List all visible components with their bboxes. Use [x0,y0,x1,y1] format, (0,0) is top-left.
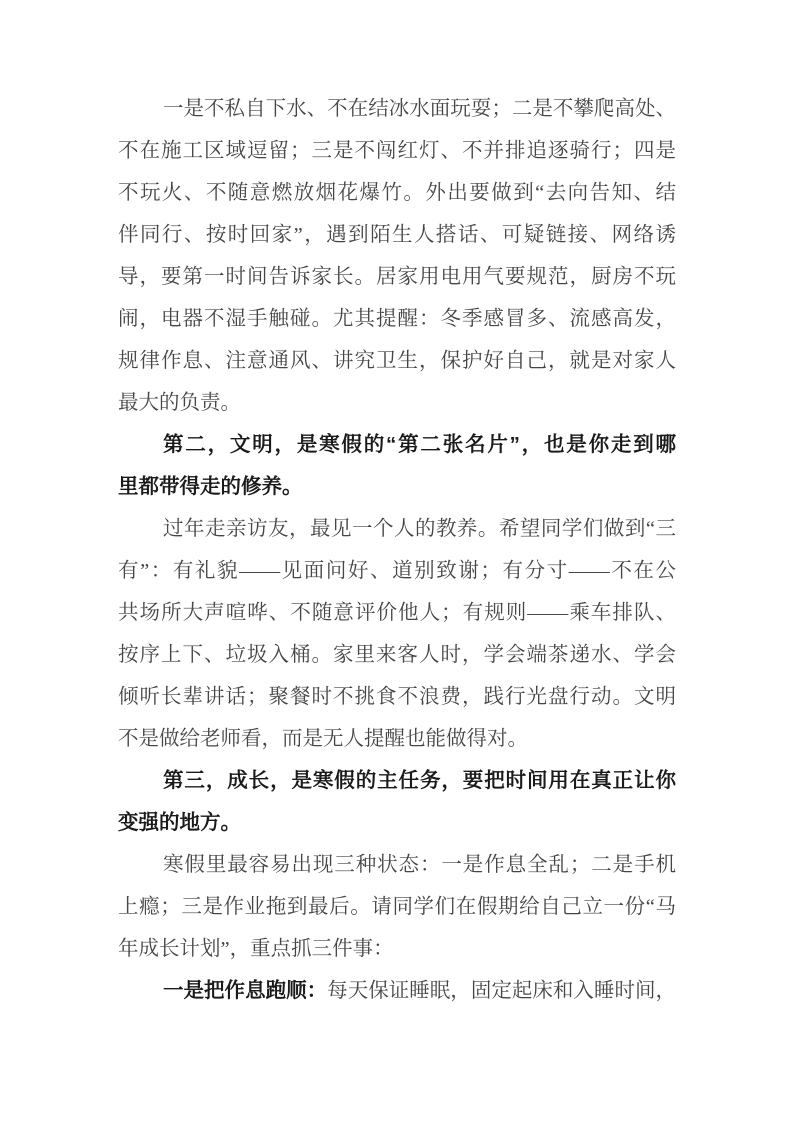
text-run: 导，要第一时间告诉家长。居家用电用气要规范，厨房不玩 [118,266,676,288]
bold-text-run: 第二，文明，是寒假的“第二张名片”，也是你走到哪 [163,433,676,456]
text-line [118,550,676,592]
bold-text-run: 变强的地方。 [118,811,241,834]
text-line [118,466,676,508]
text-line [118,718,676,760]
text-run: 按序上下、垃圾入桶。家里来客人时，学会端茶递水、学会 [118,644,676,666]
text-run: 每天保证睡眠，固定起床和入睡时间， [327,980,676,1002]
bold-text-run: 一是把作息跑顺： [163,979,328,1002]
text-line [118,634,676,676]
text-run: 不是做给老师看，而是无人提醒也能做得对。 [118,728,528,750]
text-run: 过年走亲访友，最见一个人的教养。希望同学们做到“三 [163,518,676,540]
text-run: 有”：有礼貌——见面问好、道别致谢；有分寸——不在公 [118,560,676,582]
text-run: 寒假里最容易出现三种状态：一是作息全乱；二是手机 [163,854,676,876]
text-run: 最大的负责。 [118,392,241,414]
text-line [118,760,676,802]
text-run: 一是不私自下水、不在结冰水面玩耍；二是不攀爬高处、 [163,98,676,120]
paragraph-heading [118,760,676,844]
paragraph-heading [118,424,676,508]
text-run: 年成长计划”，重点抓三件事： [118,938,394,960]
bold-text-run: 第三，成长，是寒假的主任务，要把时间用在真正让你 [163,769,676,792]
paragraph-body [118,88,676,424]
text-run: 伴同行、按时回家”，遇到陌生人搭话、可疑链接、网络诱 [118,224,676,246]
text-line [118,424,676,466]
text-run: 规律作息、注意通风、讲究卫生，保护好自己，就是对家人 [118,350,676,372]
text-line [118,88,676,130]
text-line [118,508,676,550]
document-body [118,88,676,1012]
text-line [118,382,676,424]
bold-text-run: 里都带得走的修养。 [118,475,303,498]
text-line [118,970,676,1012]
paragraph-body [118,844,676,970]
text-line [118,340,676,382]
text-line [118,844,676,886]
text-line [118,130,676,172]
text-run: 闹，电器不湿手触碰。尤其提醒：冬季感冒多、流感高发， [118,308,676,330]
paragraph-body [118,970,676,1012]
text-line [118,256,676,298]
text-line [118,592,676,634]
text-line [118,298,676,340]
text-line [118,214,676,256]
text-line [118,676,676,718]
text-line [118,928,676,970]
text-run: 共场所大声喧哗、不随意评价他人；有规则——乘车排队、 [118,602,676,624]
text-run: 不在施工区域逗留；三是不闯红灯、不并排追逐骑行；四是 [118,140,676,162]
text-line [118,802,676,844]
paragraph-body [118,508,676,760]
text-run: 不玩火、不随意燃放烟花爆竹。外出要做到“去向告知、结 [118,182,676,204]
text-line [118,886,676,928]
text-line [118,172,676,214]
text-run: 倾听长辈讲话；聚餐时不挑食不浪费，践行光盘行动。文明 [118,686,676,708]
text-run: 上瘾；三是作业拖到最后。请同学们在假期给自己立一份“马 [118,896,676,918]
